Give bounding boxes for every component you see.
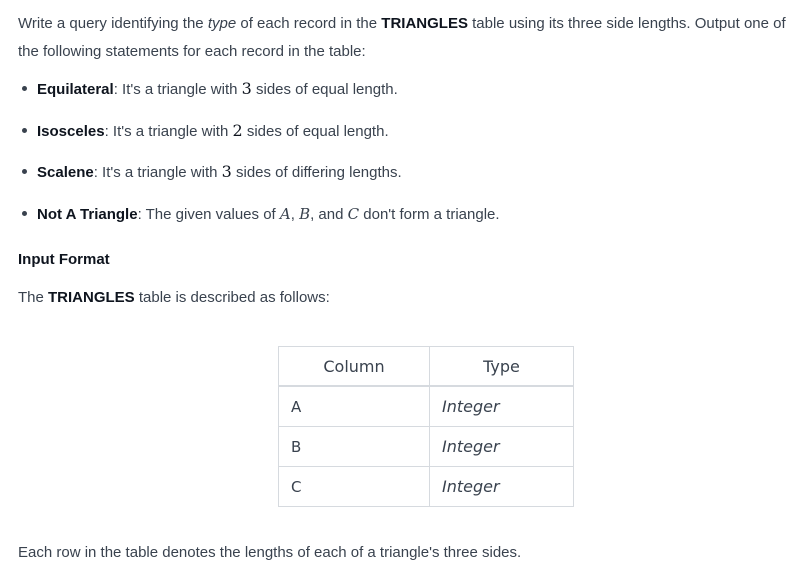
rule-isosceles — [18, 118, 793, 160]
rule-variable: C — [347, 204, 360, 223]
intro-text: Write a query identifying the — [18, 15, 208, 32]
rule-number: 2 — [232, 120, 243, 140]
input-format-heading: Input Format — [18, 251, 110, 268]
rule-text: : The given values of — [137, 205, 280, 223]
intro-table-name: TRIANGLES — [381, 15, 468, 32]
column-type-cell: Integer — [430, 467, 574, 507]
table-row — [279, 427, 574, 467]
rule-term: Not A Triangle — [37, 205, 138, 223]
intro-type-word: type — [207, 15, 237, 32]
rule-text: sides of equal length. — [251, 81, 398, 98]
desc-text: table is described as follows: — [134, 289, 330, 306]
rule-text: don't form a triangle. — [359, 205, 500, 223]
column-name-cell: A — [279, 386, 430, 427]
rule-scalene — [18, 159, 793, 201]
bullet-icon — [22, 128, 27, 133]
rule-variable: A — [279, 204, 291, 223]
desc-table-name: TRIANGLES — [48, 289, 135, 306]
intro-text: of each record in the — [236, 15, 382, 32]
column-name-cell: B — [279, 427, 430, 467]
table-row — [279, 467, 574, 507]
bullet-icon — [22, 169, 27, 174]
rule-text: , — [290, 205, 300, 223]
rule-text: : It's a triangle with — [93, 164, 222, 181]
intro-text: table using its three side lengths. Output one of the following statements for each record in the table: — [18, 15, 786, 60]
table-row — [279, 386, 574, 427]
bullet-icon — [22, 211, 27, 216]
footer-note: Each row in the table denotes the lengths of each of a triangle's three sides. — [18, 544, 522, 561]
rule-text: sides of equal length. — [242, 122, 389, 140]
rule-text: sides of differing lengths. — [231, 164, 402, 181]
rule-text: : It's a triangle with — [104, 122, 233, 140]
rule-variable: B — [299, 204, 311, 223]
rule-term: Isosceles — [37, 122, 105, 140]
table-header-row — [279, 347, 574, 387]
bullet-icon — [22, 86, 27, 91]
schema-table — [278, 346, 574, 507]
desc-text: The — [18, 289, 49, 306]
type-header: Type — [430, 347, 574, 387]
rule-text: , and — [310, 205, 348, 223]
rule-text: : It's a triangle with — [113, 81, 242, 98]
rule-term: Equilateral — [37, 81, 114, 98]
column-header: Column — [279, 347, 430, 387]
input-format-description — [18, 286, 330, 310]
rule-equilateral — [18, 76, 793, 118]
output-rules-list — [18, 76, 793, 242]
rule-number: 3 — [221, 162, 232, 181]
intro-paragraph — [18, 10, 793, 66]
rule-term: Scalene — [37, 164, 94, 181]
column-type-cell: Integer — [430, 427, 574, 467]
column-type-cell: Integer — [430, 386, 574, 427]
rule-not-a-triangle — [18, 201, 793, 243]
rule-number: 3 — [241, 79, 252, 98]
column-name-cell: C — [279, 467, 430, 507]
